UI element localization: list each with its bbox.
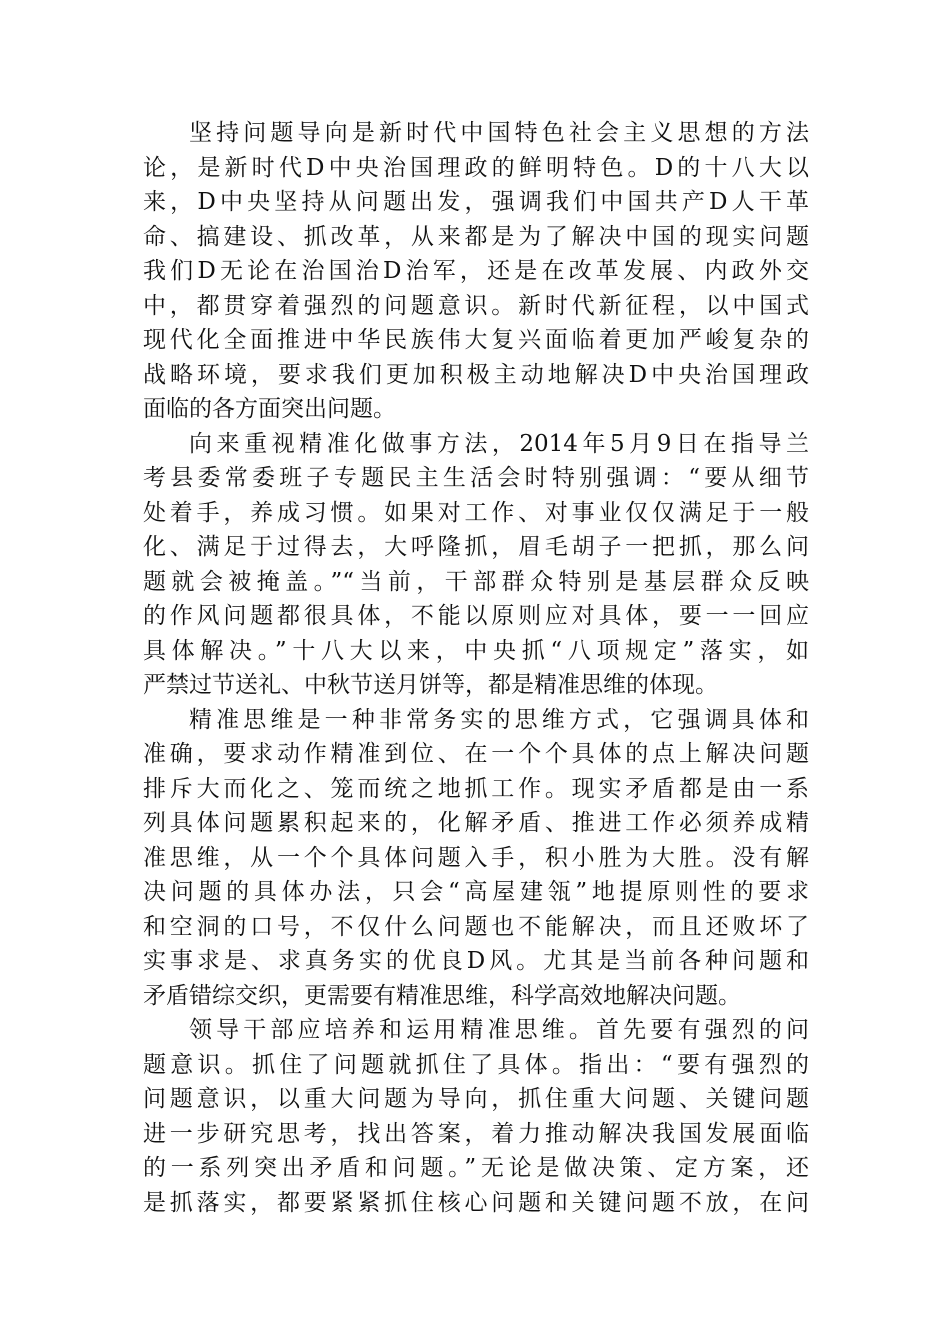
paragraph-line: 向来重视精准化做事方法，2014年5月9日在指导兰 [189,430,809,457]
paragraph-line: 决问题的具体办法，只会“高屋建瓴”地提原则性的要求 [143,879,809,905]
paragraph-line: 是抓落实，都要紧紧抓住核心问题和关键问题不放，在问 [143,1189,809,1216]
paragraph-line: 我们D无论在治国治D治军，还是在改革发展、内政外交 [143,258,809,284]
paragraph-line: 精准思维是一种非常务实的思维方式，它强调具体和 [189,706,809,733]
paragraph-line: 和空洞的口号，不仅什么问题也不能解决，而且还败坏了 [143,913,809,940]
paragraph-line: 论，是新时代D中央治国理政的鲜明特色。D的十八大以 [143,154,809,181]
paragraph-line: 命、搞建设、抓改革，从来都是为了解决中国的现实问题 [143,223,809,250]
paragraph-line: 来，D中央坚持从问题出发，强调我们中国共产D人干革 [143,189,809,215]
paragraph-line: 准思维，从一个个具体问题入手，积小胜为大胜。没有解 [143,844,809,871]
paragraph-line: 的一系列突出矛盾和问题。”无论是做决策、定方案，还 [143,1155,809,1181]
paragraph-line: 领导干部应培养和运用精准思维。首先要有强烈的问 [189,1017,809,1043]
paragraph-line: 问题意识，以重大问题为导向，抓住重大问题、关键问题 [143,1086,809,1112]
paragraph-line: 战略环境，要求我们更加积极主动地解决D中央治国理政 [143,361,809,388]
paragraph-line: 题就会被掩盖。”“当前，干部群众特别是基层群众反映 [143,568,809,595]
paragraph-line: 中，都贯穿着强烈的问题意识。新时代新征程，以中国式 [143,292,809,319]
paragraph-line: 实事求是、求真务实的优良D风。尤其是当前各种问题和 [143,948,809,974]
paragraph-line: 现代化全面推进中华民族伟大复兴面临着更加严峻复杂的 [143,327,809,353]
paragraph-line: 排斥大而化之、笼而统之地抓工作。现实矛盾都是由一系 [143,775,809,802]
paragraph-line: 具体解决。”十八大以来，中央抓“八项规定”落实，如 [143,637,809,664]
paragraph-leading-cadres [143,1013,809,1220]
paragraph-problem-orientation [143,116,809,427]
paragraph-line: 处着手，养成习惯。如果对工作、对事业仅仅满足于一般 [143,499,809,526]
paragraph-precision-thinking [143,703,809,1014]
paragraph-line: 考县委常委班子专题民主生活会时特别强调：“要从细节 [143,465,809,491]
paragraph-precision-method [143,427,809,703]
paragraph-line: 矛盾错综交织，更需要有精准思维，科学高效地解决问题。 [143,982,741,1009]
paragraph-line: 列具体问题累积起来的，化解矛盾、推进工作必须养成精 [143,810,809,836]
paragraph-line: 进一步研究思考，找出答案，着力推动解决我国发展面临 [143,1120,809,1147]
paragraph-line: 化、满足于过得去，大呼隆抓，眉毛胡子一把抓，那么问 [143,534,809,560]
paragraph-line: 面临的各方面突出问题。 [143,396,396,422]
paragraph-line: 坚持问题导向是新时代中国特色社会主义思想的方法 [189,120,809,146]
paragraph-line: 严禁过节送礼、中秋节送月饼等，都是精准思维的体现。 [143,672,718,698]
paragraph-line: 准确，要求动作精准到位、在一个个具体的点上解决问题 [143,741,809,767]
paragraph-line: 的作风问题都很具体，不能以原则应对具体，要一一回应 [143,603,809,629]
paragraph-line: 题意识。抓住了问题就抓住了具体。指出：“要有强烈的 [143,1051,809,1078]
document-body [143,116,809,1220]
